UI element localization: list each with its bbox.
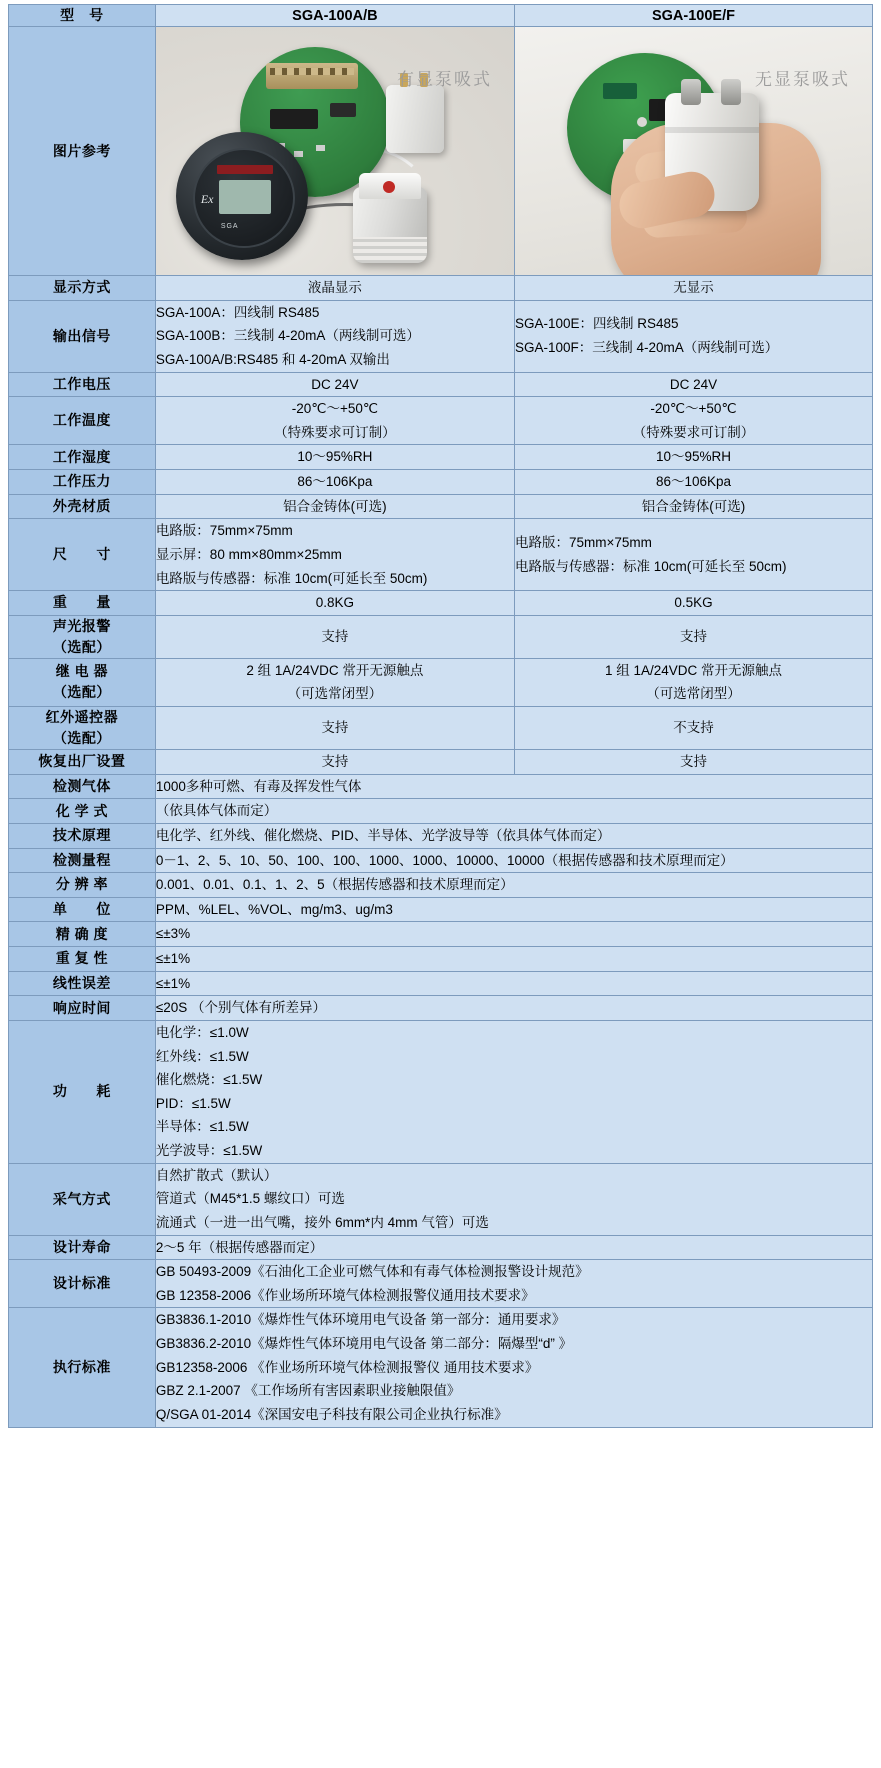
value-line: 红外线：≤1.5W bbox=[155, 1048, 249, 1064]
row-label: 设计寿命 bbox=[9, 1235, 156, 1260]
value-line: GB3836.2-2010《爆炸性气体环境用电气设备 第二部分：隔爆型“d” 》 bbox=[155, 1336, 573, 1351]
row-label: 线性误差 bbox=[9, 971, 156, 996]
value-line: 半导体：≤1.5W bbox=[155, 1119, 249, 1135]
row-value-a bbox=[155, 470, 514, 495]
row-label: 恢复出厂设置 bbox=[9, 750, 156, 775]
table-row bbox=[9, 300, 873, 372]
value-line: 电路版：75mm×75mm bbox=[514, 535, 652, 551]
value-line: GBZ 2.1-2007 《工作场所有害因素职业接触限值》 bbox=[155, 1383, 461, 1399]
row-value-b bbox=[514, 494, 872, 519]
value-line: ≤20S （个别气体有所差异） bbox=[155, 1000, 326, 1016]
row-value-b bbox=[514, 591, 872, 616]
value-line: 铝合金铸体(可选) bbox=[283, 498, 387, 514]
table-row bbox=[9, 823, 873, 848]
value-line: 1 组 1A/24VDC 常开无源触点 bbox=[604, 662, 782, 678]
table-row bbox=[9, 873, 873, 898]
row-label: 重 量 bbox=[9, 591, 156, 616]
value-line: PID：≤1.5W bbox=[155, 1095, 231, 1111]
table-row bbox=[9, 615, 873, 658]
value-line: SGA-100B：三线制 4-20mA（两线制可选） bbox=[155, 328, 420, 344]
value-line: PPM、%LEL、%VOL、mg/m3、ug/m3 bbox=[155, 901, 393, 917]
value-line: GB 12358-2006《作业场所环境气体检测报警仪通用技术要求》 bbox=[155, 1287, 535, 1303]
row-label-sub: （选配） bbox=[52, 638, 111, 655]
row-label: 分 辨 率 bbox=[9, 873, 156, 898]
product-photo-a bbox=[155, 27, 514, 276]
table-row bbox=[9, 750, 873, 775]
row-value-b bbox=[514, 470, 872, 495]
row-label-sub: （选配） bbox=[52, 730, 111, 746]
value-line: 液晶显示 bbox=[307, 280, 362, 295]
value-line: ≤±3% bbox=[155, 926, 191, 942]
value-line: 光学波导：≤1.5W bbox=[155, 1143, 263, 1158]
row-value-b bbox=[514, 372, 872, 397]
value-line: 支持 bbox=[321, 628, 349, 644]
row-label: 技术原理 bbox=[9, 823, 156, 848]
table-row bbox=[9, 494, 873, 519]
value-line: 无显示 bbox=[673, 280, 714, 295]
row-label: 化 学 式 bbox=[9, 799, 156, 824]
row-label: 精 确 度 bbox=[9, 922, 156, 947]
row-value-b bbox=[514, 445, 872, 470]
row-value-a bbox=[155, 658, 514, 706]
value-line: Q/SGA 01-2014《深国安电子科技有限公司企业执行标准》 bbox=[155, 1406, 508, 1422]
row-label: 响应时间 bbox=[9, 996, 156, 1021]
row-value-full bbox=[155, 848, 872, 873]
row-value-full bbox=[155, 947, 872, 972]
value-line: SGA-100A/B:RS485 和 4-20mA 双输出 bbox=[155, 351, 390, 367]
table-row bbox=[9, 774, 873, 799]
row-value-full bbox=[155, 1163, 872, 1235]
value-line: 电路版与传感器：标准 10cm(可延长至 50cm) bbox=[514, 558, 787, 574]
row-label-sub: （选配） bbox=[52, 684, 111, 701]
row-value-b bbox=[514, 519, 872, 591]
row-value-a bbox=[155, 372, 514, 397]
row-value-b bbox=[514, 750, 872, 775]
row-value-full bbox=[155, 1308, 872, 1427]
table-header-row bbox=[9, 5, 873, 27]
row-label-picture: 图片参考 bbox=[9, 27, 156, 276]
value-line: -20℃～+50℃ bbox=[650, 401, 737, 417]
header-model-a: SGA-100A/B bbox=[155, 5, 514, 27]
table-row bbox=[9, 971, 873, 996]
value-line: 支持 bbox=[321, 720, 349, 736]
row-value-b bbox=[514, 707, 872, 750]
row-value-b bbox=[514, 658, 872, 706]
value-line: 2 组 1A/24VDC 常开无源触点 bbox=[246, 662, 424, 678]
value-line: 0－1、2、5、10、50、100、100、1000、1000、10000、10000（根据传感器和技术原理而定） bbox=[155, 852, 734, 868]
table-row bbox=[9, 276, 873, 301]
value-line: 2～5 年（根据传感器而定） bbox=[155, 1239, 324, 1255]
value-line: 0.8KG bbox=[315, 595, 355, 611]
value-line: ≤±1% bbox=[155, 975, 191, 991]
table-row bbox=[9, 519, 873, 591]
row-value-a bbox=[155, 397, 514, 445]
value-line: （特殊要求可订制） bbox=[274, 424, 396, 440]
table-row bbox=[9, 1235, 873, 1260]
value-line: 显示屏：80 mm×80mm×25mm bbox=[155, 546, 342, 562]
row-value-a bbox=[155, 615, 514, 658]
table-row bbox=[9, 897, 873, 922]
table-row bbox=[9, 947, 873, 972]
value-line: 流通式（一进一出气嘴，接外 6mm*内 4mm 气管）可选 bbox=[155, 1214, 489, 1230]
value-line: 0.5KG bbox=[674, 595, 713, 611]
value-line: DC 24V bbox=[669, 376, 718, 392]
value-line: 86～106Kpa bbox=[655, 474, 731, 489]
table-row bbox=[9, 1308, 873, 1427]
row-value-b bbox=[514, 300, 872, 372]
value-line: （依具体气体而定） bbox=[155, 803, 278, 819]
row-label: 外壳材质 bbox=[9, 494, 156, 519]
row-value-a bbox=[155, 276, 514, 301]
table-row bbox=[9, 1020, 873, 1163]
value-line: GB3836.1-2010《爆炸性气体环境用电气设备 第一部分：通用要求》 bbox=[155, 1312, 566, 1328]
full-span-rows bbox=[9, 774, 873, 1427]
row-value-full bbox=[155, 1020, 872, 1163]
table-row bbox=[9, 848, 873, 873]
value-line: 电化学、红外线、催化燃烧、PID、半导体、光学波导等（依具体气体而定） bbox=[155, 827, 611, 843]
row-value-full bbox=[155, 922, 872, 947]
table-row bbox=[9, 445, 873, 470]
value-line: 电路版：75mm×75mm bbox=[155, 523, 293, 539]
value-line: GB12358-2006 《作业场所环境气体检测报警仪 通用技术要求》 bbox=[155, 1359, 539, 1375]
row-label: 声光报警 （选配） bbox=[9, 615, 156, 658]
row-value-full bbox=[155, 823, 872, 848]
value-line: 不支持 bbox=[673, 720, 714, 736]
value-line: 支持 bbox=[679, 628, 707, 644]
value-line: 支持 bbox=[321, 754, 349, 769]
row-value-full bbox=[155, 971, 872, 996]
table-row bbox=[9, 799, 873, 824]
gas-sensor-probe bbox=[353, 187, 427, 263]
table-row bbox=[9, 591, 873, 616]
row-value-a bbox=[155, 750, 514, 775]
value-line: GB 50493-2009《石油化工企业可燃气体和有毒气体检测报警设计规范》 bbox=[155, 1264, 589, 1280]
row-value-full bbox=[155, 1235, 872, 1260]
value-line: （可选常闭型） bbox=[646, 686, 741, 702]
photo-caption-a: 有显泵吸式 bbox=[396, 70, 492, 89]
row-label: 采气方式 bbox=[9, 1163, 156, 1235]
value-line: 催化燃烧：≤1.5W bbox=[155, 1072, 263, 1088]
header-label-cell: 型 号 bbox=[9, 5, 156, 27]
value-line: DC 24V bbox=[311, 376, 359, 392]
display-unit: Ex SGA bbox=[176, 132, 308, 260]
table-row bbox=[9, 470, 873, 495]
row-value-a bbox=[155, 591, 514, 616]
value-line: 0.001、0.01、0.1、1、2、5（根据传感器和技术原理而定） bbox=[155, 877, 514, 893]
table-row bbox=[9, 1163, 873, 1235]
row-label: 继 电 器 （选配） bbox=[9, 658, 156, 706]
value-line: 支持 bbox=[679, 754, 707, 769]
pump-module bbox=[386, 85, 444, 153]
table-row bbox=[9, 27, 873, 276]
value-line: 10～95%RH bbox=[655, 449, 731, 465]
row-label: 显示方式 bbox=[9, 276, 156, 301]
row-value-full bbox=[155, 774, 872, 799]
value-line: ≤±1% bbox=[155, 951, 191, 966]
row-value-b bbox=[514, 276, 872, 301]
row-label: 设计标准 bbox=[9, 1260, 156, 1308]
specification-table bbox=[8, 4, 873, 1428]
table-row bbox=[9, 658, 873, 706]
row-label: 尺 寸 bbox=[9, 519, 156, 591]
row-value-full bbox=[155, 799, 872, 824]
two-column-rows bbox=[9, 276, 873, 775]
row-label: 工作温度 bbox=[9, 397, 156, 445]
row-label: 重 复 性 bbox=[9, 947, 156, 972]
product-photo-b bbox=[514, 27, 872, 276]
table-row bbox=[9, 1260, 873, 1308]
row-value-a bbox=[155, 519, 514, 591]
table-row bbox=[9, 996, 873, 1021]
table-row bbox=[9, 372, 873, 397]
row-label: 红外遥控器 （选配） bbox=[9, 707, 156, 750]
value-line: 10～95%RH bbox=[297, 449, 373, 465]
row-value-a bbox=[155, 445, 514, 470]
row-label: 检测气体 bbox=[9, 774, 156, 799]
value-line: （特殊要求可订制） bbox=[632, 424, 755, 440]
row-label: 工作电压 bbox=[9, 372, 156, 397]
row-value-full bbox=[155, 996, 872, 1021]
value-line: 86～106Kpa bbox=[297, 474, 373, 489]
row-value-a bbox=[155, 707, 514, 750]
row-label: 功 耗 bbox=[9, 1020, 156, 1163]
row-label: 检测量程 bbox=[9, 848, 156, 873]
value-line: 自然扩散式（默认） bbox=[155, 1167, 278, 1183]
photo-caption-b: 无显泵吸式 bbox=[755, 70, 850, 89]
row-value-a bbox=[155, 300, 514, 372]
row-value-a bbox=[155, 494, 514, 519]
row-value-b bbox=[514, 397, 872, 445]
row-label: 输出信号 bbox=[9, 300, 156, 372]
row-value-full bbox=[155, 873, 872, 898]
value-line: SGA-100E：四线制 RS485 bbox=[514, 316, 679, 332]
row-value-full bbox=[155, 1260, 872, 1308]
value-line: 1000多种可燃、有毒及挥发性气体 bbox=[155, 778, 362, 794]
value-line: SGA-100F：三线制 4-20mA（两线制可选） bbox=[514, 340, 779, 356]
row-label: 工作压力 bbox=[9, 470, 156, 495]
value-line: 电化学：≤1.0W bbox=[155, 1024, 249, 1040]
table-row bbox=[9, 397, 873, 445]
row-label: 执行标准 bbox=[9, 1308, 156, 1427]
row-label: 单 位 bbox=[9, 897, 156, 922]
value-line: -20℃～+50℃ bbox=[291, 401, 378, 417]
table-row bbox=[9, 922, 873, 947]
table-row bbox=[9, 707, 873, 750]
value-line: 管道式（M45*1.5 螺纹口）可选 bbox=[155, 1191, 345, 1207]
row-value-b bbox=[514, 615, 872, 658]
value-line: 铝合金铸体(可选) bbox=[641, 498, 746, 514]
header-model-b: SGA-100E/F bbox=[514, 5, 872, 27]
row-value-full bbox=[155, 897, 872, 922]
value-line: 电路版与传感器：标准 10cm(可延长至 50cm) bbox=[155, 570, 428, 586]
value-line: （可选常闭型） bbox=[287, 686, 383, 702]
row-label: 工作湿度 bbox=[9, 445, 156, 470]
value-line: SGA-100A：四线制 RS485 bbox=[155, 304, 320, 320]
